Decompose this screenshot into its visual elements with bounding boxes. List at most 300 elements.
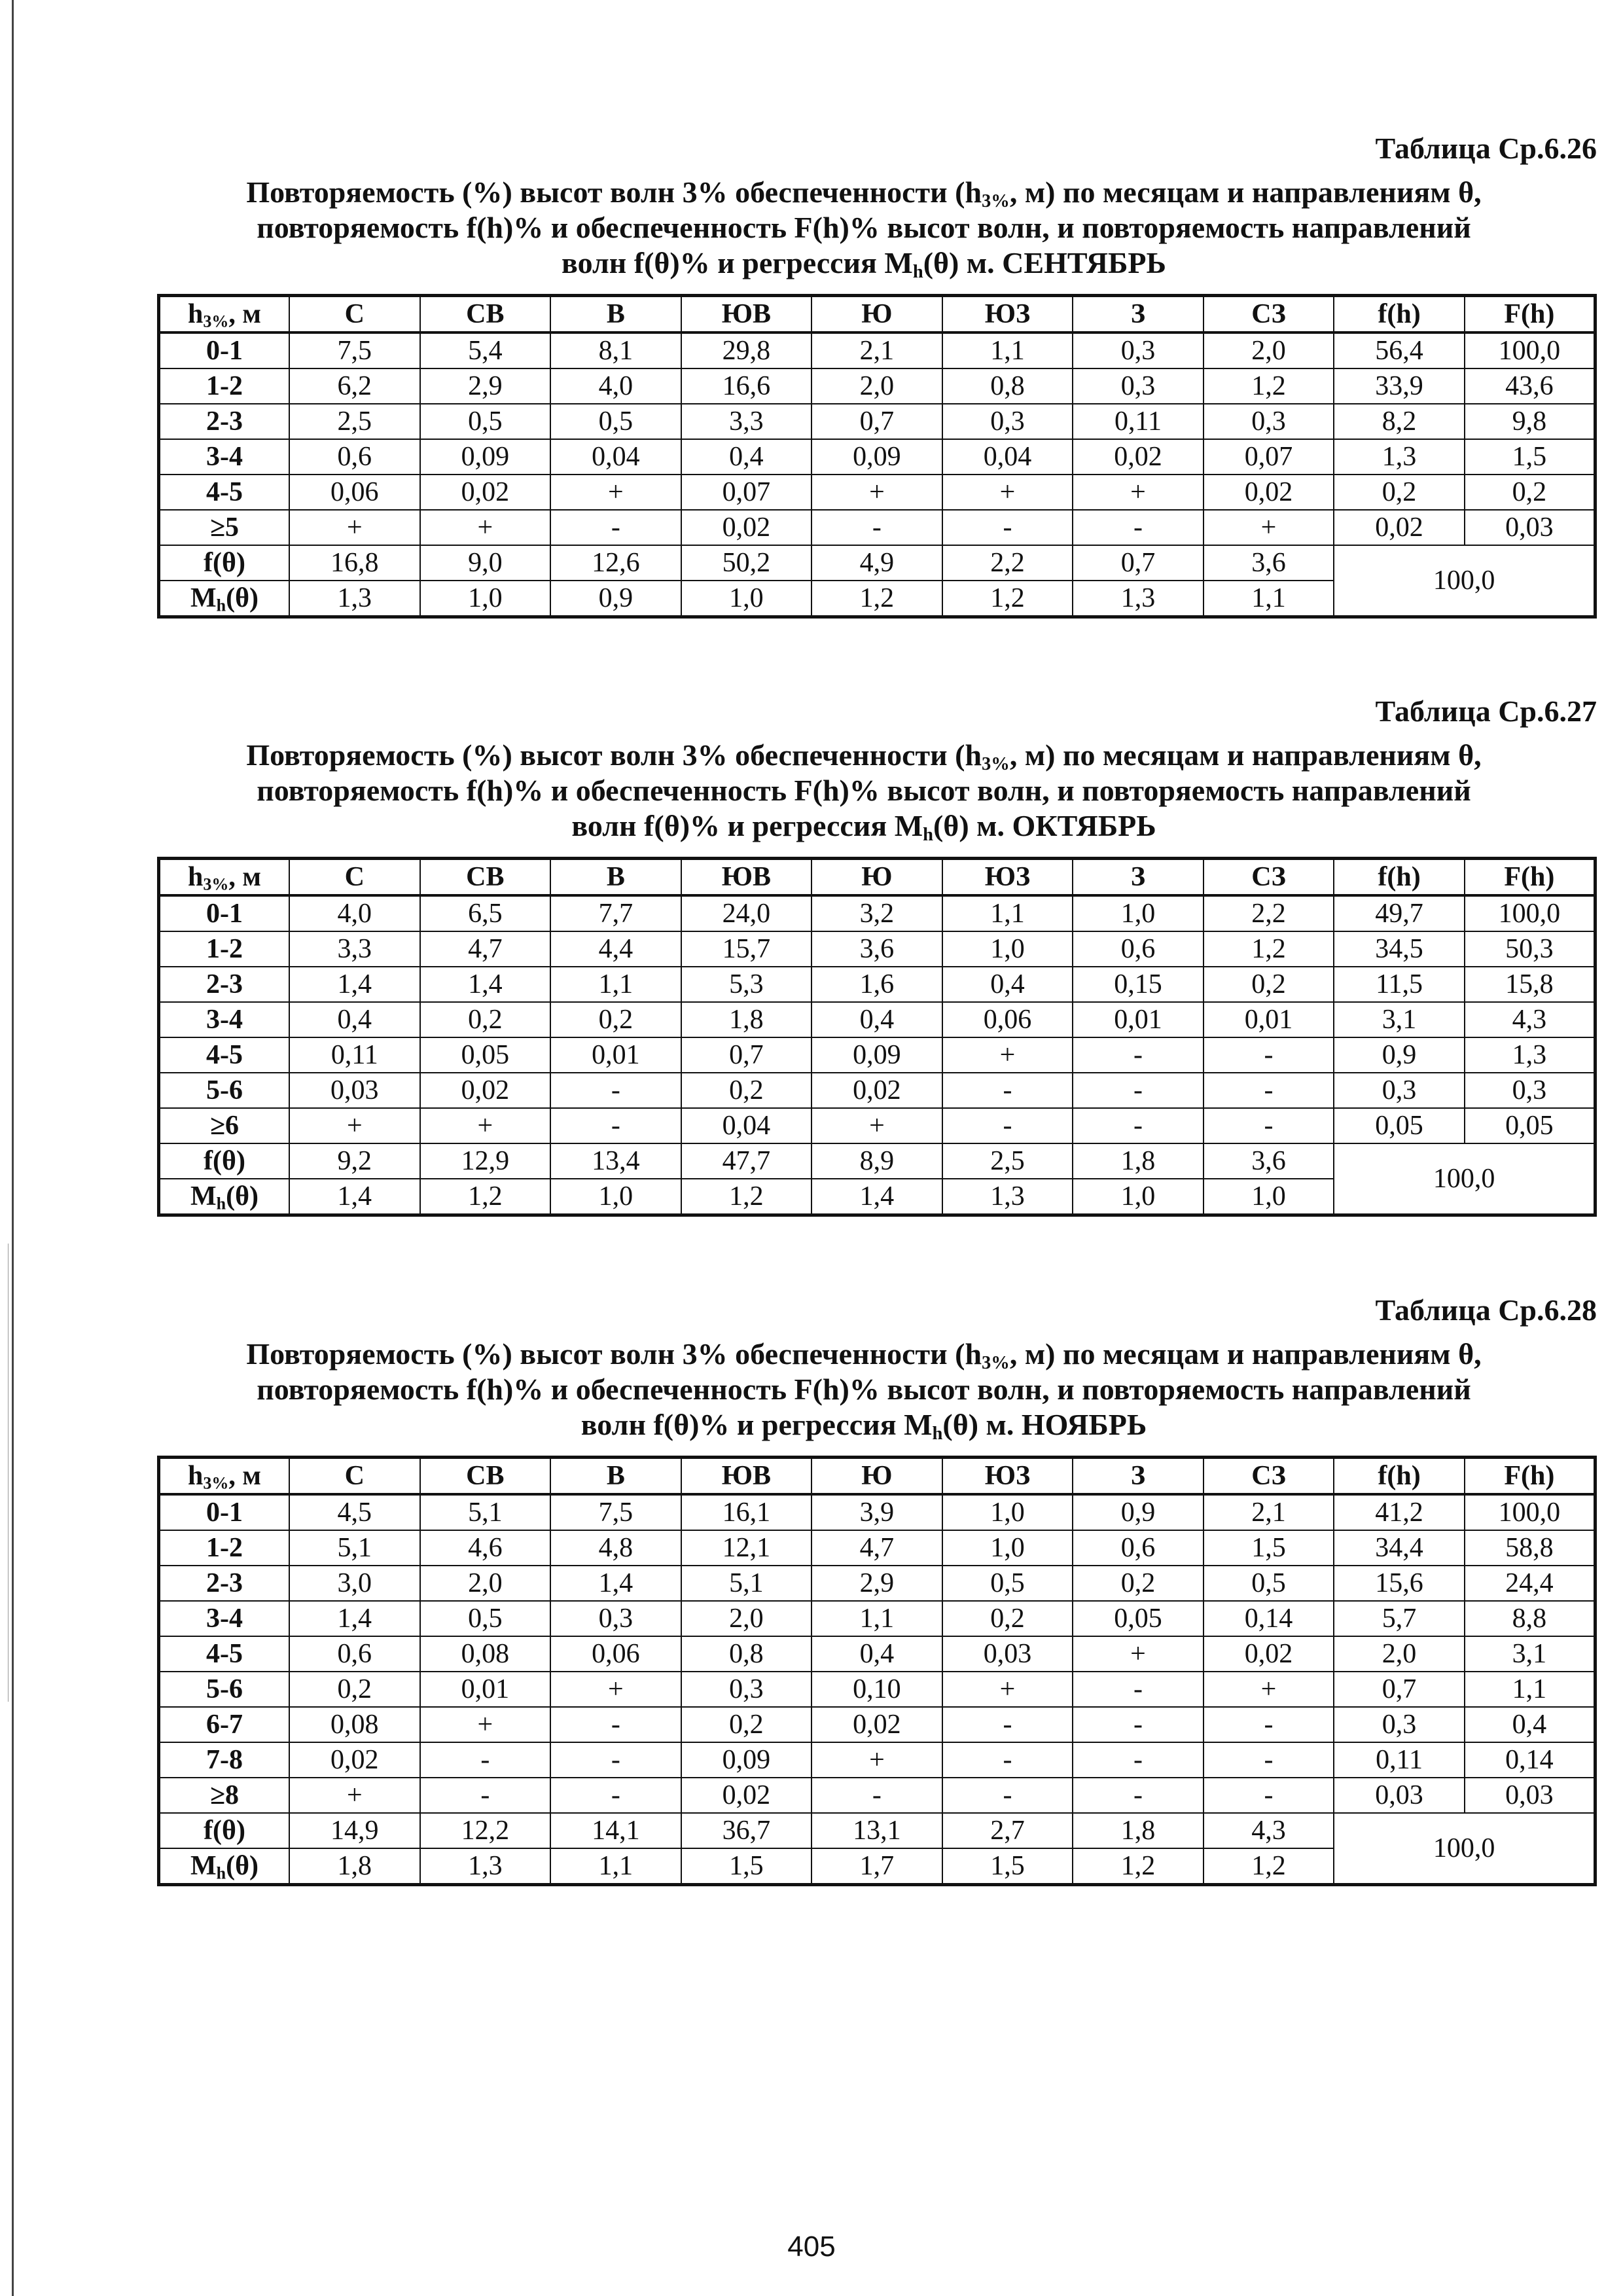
table-cell: 0,03 (1334, 1778, 1465, 1813)
table-cell: 0,05 (1073, 1601, 1204, 1636)
table-cell: 0,2 (681, 1073, 812, 1108)
column-header: F(h) (1465, 1458, 1596, 1495)
table-cell: 50,2 (681, 545, 812, 581)
table-cell: 12,9 (420, 1143, 551, 1179)
row-header: 5-6 (159, 1672, 290, 1707)
table-row (159, 1073, 1596, 1108)
table-row (159, 1002, 1596, 1037)
column-header: С (289, 1458, 420, 1495)
table-cell: 0,08 (289, 1707, 420, 1742)
table-cell: - (550, 510, 681, 545)
table-cell: + (550, 1672, 681, 1707)
f-theta-row (159, 1813, 1596, 1848)
table-header-row (159, 296, 1596, 333)
wave-table (157, 294, 1597, 619)
table-cell: - (1073, 1108, 1204, 1143)
table-row (159, 332, 1596, 368)
table-cell: - (550, 1742, 681, 1778)
table-cell: - (420, 1778, 551, 1813)
row-header: 1-2 (159, 368, 290, 404)
row-header: f(θ) (159, 1813, 290, 1848)
table-cell: 0,11 (289, 1037, 420, 1073)
table-cell: + (289, 1108, 420, 1143)
row-header: f(θ) (159, 1143, 290, 1179)
table-cell: 2,2 (942, 545, 1073, 581)
table-cell: 7,5 (550, 1494, 681, 1530)
table-cell: 0,3 (942, 404, 1073, 439)
row-header: 6-7 (159, 1707, 290, 1742)
table-cell: 0,7 (1073, 545, 1204, 581)
table-cell: 1,1 (1204, 581, 1334, 617)
table-cell: 2,0 (420, 1566, 551, 1601)
table-cell: 0,8 (942, 368, 1073, 404)
table-cell: 0,2 (420, 1002, 551, 1037)
table-cell: 14,1 (550, 1813, 681, 1848)
table-cell: + (812, 475, 942, 510)
table-cell: 0,2 (550, 1002, 681, 1037)
caption-line: повторяемость f(h)% и обеспеченность F(h)% высот волн, и повторяемость направлений (257, 774, 1471, 807)
table-cell: 1,6 (812, 967, 942, 1002)
table-cell: 9,2 (289, 1143, 420, 1179)
table-row (159, 1494, 1596, 1530)
table-cell: 4,9 (812, 545, 942, 581)
table-row (159, 1636, 1596, 1672)
page-number: 405 (787, 2231, 836, 2263)
table-cell: 0,09 (812, 1037, 942, 1073)
table-cell: + (812, 1108, 942, 1143)
table-cell: 1,3 (1073, 581, 1204, 617)
table-cell: 4,7 (420, 931, 551, 967)
table-cell: + (420, 510, 551, 545)
caption-line: волн f(θ)% и регрессия $M_h(\theta)$ м. СЕНТЯБРЬ (562, 246, 1166, 283)
table-cell: 1,2 (420, 1179, 551, 1215)
table-cell: 0,03 (1465, 1778, 1596, 1813)
total-cell: 100,0 (1334, 1143, 1595, 1215)
row-header: ≥5 (159, 510, 290, 545)
table-cell: - (1073, 1778, 1204, 1813)
table-row (159, 967, 1596, 1002)
table-cell: - (942, 1108, 1073, 1143)
table-cell: 2,2 (1204, 895, 1334, 931)
table-cell: 2,1 (1204, 1494, 1334, 1530)
table-cell: 1,4 (550, 1566, 681, 1601)
table-cell: 1,1 (812, 1601, 942, 1636)
table-cell: 0,01 (1073, 1002, 1204, 1037)
total-cell: 100,0 (1334, 545, 1595, 617)
table-cell: 0,4 (289, 1002, 420, 1037)
table-caption (157, 738, 1571, 844)
table-cell: 2,0 (681, 1601, 812, 1636)
table-cell: 1,1 (942, 895, 1073, 931)
table-cell: - (1073, 1672, 1204, 1707)
table-cell: 0,14 (1465, 1742, 1596, 1778)
wave-table (157, 1456, 1597, 1886)
table-cell: 13,4 (550, 1143, 681, 1179)
table-cell: 1,3 (1334, 439, 1465, 475)
table-cell: 1,0 (550, 1179, 681, 1215)
table-cell: 4,4 (550, 931, 681, 967)
table-cell: 7,5 (289, 332, 420, 368)
table-cell: 5,1 (681, 1566, 812, 1601)
table-cell: 1,4 (289, 967, 420, 1002)
table-cell: 1,0 (942, 1530, 1073, 1566)
table-block-november (157, 1293, 1597, 1886)
table-cell: 1,2 (681, 1179, 812, 1215)
column-header: $h_{3\%}$, м (159, 1458, 290, 1495)
table-block-october (157, 694, 1597, 1217)
table-cell: 0,3 (1465, 1073, 1596, 1108)
row-header: ≥6 (159, 1108, 290, 1143)
table-cell: 7,7 (550, 895, 681, 931)
table-cell: 1,4 (420, 967, 551, 1002)
table-cell: 8,1 (550, 332, 681, 368)
table-cell: 1,7 (812, 1848, 942, 1885)
binding-rule (12, 0, 14, 2296)
column-header: В (550, 1458, 681, 1495)
scan-artifact-line (8, 1244, 9, 1702)
table-cell: 0,6 (289, 1636, 420, 1672)
table-cell: 0,02 (1204, 475, 1334, 510)
table-cell: 0,2 (1204, 967, 1334, 1002)
table-cell: 0,3 (550, 1601, 681, 1636)
table-cell: 1,5 (681, 1848, 812, 1885)
table-cell: - (1204, 1778, 1334, 1813)
table-cell: 1,2 (1204, 368, 1334, 404)
column-header: СЗ (1204, 296, 1334, 333)
table-cell: 9,0 (420, 545, 551, 581)
column-header: $h_{3\%}$, м (159, 296, 290, 333)
table-cell: 1,2 (942, 581, 1073, 617)
table-cell: - (1204, 1073, 1334, 1108)
table-cell: 0,02 (1334, 510, 1465, 545)
table-cell: 1,8 (1073, 1813, 1204, 1848)
table-cell: 0,4 (681, 439, 812, 475)
column-header: Ю (812, 1458, 942, 1495)
column-header: СВ (420, 859, 551, 896)
table-cell: 0,02 (420, 1073, 551, 1108)
table-cell: 5,1 (420, 1494, 551, 1530)
table-cell: 0,05 (420, 1037, 551, 1073)
table-cell: 4,5 (289, 1494, 420, 1530)
table-cell: 1,2 (812, 581, 942, 617)
column-header: В (550, 296, 681, 333)
table-cell: 1,0 (942, 931, 1073, 967)
table-cell: 0,02 (812, 1707, 942, 1742)
table-cell: 0,07 (681, 475, 812, 510)
table-cell: 0,9 (550, 581, 681, 617)
column-header: З (1073, 296, 1204, 333)
row-header: ≥8 (159, 1778, 290, 1813)
table-cell: + (1204, 1672, 1334, 1707)
table-cell: 0,4 (812, 1002, 942, 1037)
table-cell: - (1073, 1707, 1204, 1742)
table-cell: 6,5 (420, 895, 551, 931)
table-cell: 0,5 (420, 404, 551, 439)
table-cell: 1,2 (1204, 1848, 1334, 1885)
table-cell: - (812, 510, 942, 545)
column-header: С (289, 859, 420, 896)
table-cell: 15,6 (1334, 1566, 1465, 1601)
table-cell: - (1073, 510, 1204, 545)
table-cell: - (1204, 1108, 1334, 1143)
column-header: f(h) (1334, 1458, 1465, 1495)
column-header: З (1073, 1458, 1204, 1495)
table-cell: 1,1 (1465, 1672, 1596, 1707)
table-cell: 1,3 (289, 581, 420, 617)
table-cell: 0,6 (1073, 931, 1204, 967)
column-header: ЮЗ (942, 859, 1073, 896)
table-cell: + (289, 1778, 420, 1813)
table-cell: 4,7 (812, 1530, 942, 1566)
table-cell: 41,2 (1334, 1494, 1465, 1530)
table-cell: 0,05 (1334, 1108, 1465, 1143)
table-cell: 4,8 (550, 1530, 681, 1566)
table-number: Таблица Ср.6.28 (1375, 1293, 1597, 1327)
row-header: 4-5 (159, 475, 290, 510)
column-header: В (550, 859, 681, 896)
table-cell: 12,6 (550, 545, 681, 581)
table-cell: 0,04 (681, 1108, 812, 1143)
table-cell: 0,6 (1073, 1530, 1204, 1566)
column-header: Ю (812, 296, 942, 333)
row-header: 2-3 (159, 967, 290, 1002)
table-cell: 3,6 (1204, 545, 1334, 581)
table-cell: 0,08 (420, 1636, 551, 1672)
table-cell: 3,0 (289, 1566, 420, 1601)
table-cell: 0,06 (289, 475, 420, 510)
table-row (159, 931, 1596, 967)
table-cell: 34,4 (1334, 1530, 1465, 1566)
row-header: 4-5 (159, 1037, 290, 1073)
row-header: 7-8 (159, 1742, 290, 1778)
table-cell: 0,09 (681, 1742, 812, 1778)
table-cell: 0,3 (1204, 404, 1334, 439)
table-cell: 0,02 (1073, 439, 1204, 475)
caption-line: волн f(θ)% и регрессия $M_h(\theta)$ м. ОКТЯБРЬ (571, 809, 1156, 846)
row-header: 0-1 (159, 895, 290, 931)
row-header: 2-3 (159, 1566, 290, 1601)
table-cell: - (942, 1073, 1073, 1108)
table-row (159, 1707, 1596, 1742)
table-row (159, 1108, 1596, 1143)
table-cell: 1,3 (942, 1179, 1073, 1215)
table-block-september (157, 131, 1597, 619)
table-cell: 0,10 (812, 1672, 942, 1707)
table-cell: 0,02 (681, 1778, 812, 1813)
column-header: СВ (420, 1458, 551, 1495)
table-cell: - (942, 1778, 1073, 1813)
table-cell: 1,8 (289, 1848, 420, 1885)
table-cell: 0,14 (1204, 1601, 1334, 1636)
table-cell: 0,06 (550, 1636, 681, 1672)
table-cell: 9,8 (1465, 404, 1596, 439)
column-header: Ю (812, 859, 942, 896)
table-cell: 3,6 (812, 931, 942, 967)
caption-line: Повторяемость (%) высот волн 3% обеспеченности ($h_{3\%}$, м) по месяцам и направлениям θ, (246, 1337, 1482, 1374)
table-cell: 58,8 (1465, 1530, 1596, 1566)
table-cell: 0,2 (1073, 1566, 1204, 1601)
table-cell: 1,1 (942, 332, 1073, 368)
table-cell: - (942, 1742, 1073, 1778)
table-cell: 0,3 (681, 1672, 812, 1707)
table-cell: 4,3 (1204, 1813, 1334, 1848)
table-cell: + (942, 1672, 1073, 1707)
table-row (159, 475, 1596, 510)
table-cell: + (289, 510, 420, 545)
row-header: 3-4 (159, 1002, 290, 1037)
table-cell: 3,1 (1334, 1002, 1465, 1037)
table-cell: + (1073, 475, 1204, 510)
table-cell: 24,0 (681, 895, 812, 931)
table-cell: 0,03 (289, 1073, 420, 1108)
table-cell: 33,9 (1334, 368, 1465, 404)
table-cell: 0,2 (942, 1601, 1073, 1636)
column-header: ЮВ (681, 296, 812, 333)
table-cell: 1,3 (1465, 1037, 1596, 1073)
table-cell: 0,04 (550, 439, 681, 475)
table-cell: + (420, 1108, 551, 1143)
table-cell: - (1204, 1742, 1334, 1778)
table-cell: 1,0 (420, 581, 551, 617)
column-header: f(h) (1334, 859, 1465, 896)
table-cell: - (1073, 1037, 1204, 1073)
table-cell: 2,1 (812, 332, 942, 368)
table-cell: - (550, 1073, 681, 1108)
row-header: 3-4 (159, 1601, 290, 1636)
column-header: ЮЗ (942, 296, 1073, 333)
column-header: СВ (420, 296, 551, 333)
table-cell: 3,6 (1204, 1143, 1334, 1179)
table-cell: 1,0 (1073, 895, 1204, 931)
table-cell: 0,02 (420, 475, 551, 510)
table-cell: 0,3 (1334, 1073, 1465, 1108)
table-cell: 5,3 (681, 967, 812, 1002)
table-cell: 13,1 (812, 1813, 942, 1848)
table-cell: 1,3 (420, 1848, 551, 1885)
table-cell: 14,9 (289, 1813, 420, 1848)
table-cell: 3,2 (812, 895, 942, 931)
table-cell: 1,8 (681, 1002, 812, 1037)
table-cell: 2,0 (1204, 332, 1334, 368)
table-cell: 8,2 (1334, 404, 1465, 439)
table-cell: 100,0 (1465, 895, 1596, 931)
table-caption (157, 175, 1571, 281)
table-cell: - (550, 1707, 681, 1742)
table-row (159, 439, 1596, 475)
column-header: ЮВ (681, 859, 812, 896)
table-cell: 0,05 (1465, 1108, 1596, 1143)
table-cell: 1,2 (1204, 931, 1334, 967)
caption-line: волн f(θ)% и регрессия $M_h(\theta)$ м. НОЯБРЬ (580, 1408, 1147, 1444)
table-cell: - (1204, 1037, 1334, 1073)
table-cell: 2,0 (1334, 1636, 1465, 1672)
table-cell: 0,9 (1334, 1037, 1465, 1073)
table-header-row (159, 1458, 1596, 1495)
table-cell: 0,3 (1073, 368, 1204, 404)
table-cell: 1,0 (1204, 1179, 1334, 1215)
table-cell: - (942, 1707, 1073, 1742)
table-cell: 0,11 (1073, 404, 1204, 439)
table-cell: 3,9 (812, 1494, 942, 1530)
row-header: 5-6 (159, 1073, 290, 1108)
table-cell: 0,7 (1334, 1672, 1465, 1707)
table-cell: 43,6 (1465, 368, 1596, 404)
table-cell: 0,3 (1073, 332, 1204, 368)
table-cell: 0,01 (550, 1037, 681, 1073)
table-header-row (159, 859, 1596, 896)
table-cell: 2,0 (812, 368, 942, 404)
table-cell: 34,5 (1334, 931, 1465, 967)
table-cell: 0,7 (812, 404, 942, 439)
table-row (159, 1778, 1596, 1813)
table-cell: 0,04 (942, 439, 1073, 475)
column-header: ЮЗ (942, 1458, 1073, 1495)
table-cell: 16,6 (681, 368, 812, 404)
table-cell: 12,2 (420, 1813, 551, 1848)
table-number: Таблица Ср.6.27 (1375, 694, 1597, 728)
table-cell: 3,1 (1465, 1636, 1596, 1672)
row-header: 0-1 (159, 332, 290, 368)
column-header: ЮВ (681, 1458, 812, 1495)
table-cell: 0,2 (1334, 475, 1465, 510)
column-header: З (1073, 859, 1204, 896)
table-cell: 3,3 (289, 931, 420, 967)
table-cell: 0,02 (1204, 1636, 1334, 1672)
row-header: 0-1 (159, 1494, 290, 1530)
table-cell: 0,03 (1465, 510, 1596, 545)
table-cell: 1,8 (1073, 1143, 1204, 1179)
caption-line: повторяемость f(h)% и обеспеченность F(h)% высот волн, и повторяемость направлений (257, 1372, 1471, 1406)
table-cell: 0,03 (942, 1636, 1073, 1672)
table-cell: 0,4 (1465, 1707, 1596, 1742)
table-cell: - (1073, 1742, 1204, 1778)
caption-line: повторяемость f(h)% и обеспеченность F(h)% высот волн, и повторяемость направлений (257, 211, 1471, 244)
row-header: 2-3 (159, 404, 290, 439)
table-cell: 0,6 (289, 439, 420, 475)
table-row (159, 510, 1596, 545)
table-cell: 1,4 (812, 1179, 942, 1215)
table-cell: 0,2 (1465, 475, 1596, 510)
table-cell: 0,02 (812, 1073, 942, 1108)
table-cell: 56,4 (1334, 332, 1465, 368)
table-row (159, 1530, 1596, 1566)
table-cell: 0,2 (289, 1672, 420, 1707)
table-cell: 16,1 (681, 1494, 812, 1530)
table-cell: 1,0 (942, 1494, 1073, 1530)
table-cell: 0,5 (1204, 1566, 1334, 1601)
table-cell: 4,0 (289, 895, 420, 931)
table-cell: 0,11 (1334, 1742, 1465, 1778)
table-cell: 11,5 (1334, 967, 1465, 1002)
table-row (159, 895, 1596, 931)
table-cell: 1,1 (550, 967, 681, 1002)
table-row (159, 404, 1596, 439)
table-cell: 0,4 (942, 967, 1073, 1002)
table-cell: 1,0 (1073, 1179, 1204, 1215)
table-cell: 0,15 (1073, 967, 1204, 1002)
table-cell: 8,8 (1465, 1601, 1596, 1636)
table-cell: 1,4 (289, 1179, 420, 1215)
table-cell: - (942, 510, 1073, 545)
table-cell: 0,01 (420, 1672, 551, 1707)
table-cell: 4,3 (1465, 1002, 1596, 1037)
column-header: С (289, 296, 420, 333)
row-header: 3-4 (159, 439, 290, 475)
table-cell: 12,1 (681, 1530, 812, 1566)
table-cell: 8,9 (812, 1143, 942, 1179)
table-cell: + (420, 1707, 551, 1742)
table-cell: 1,1 (550, 1848, 681, 1885)
